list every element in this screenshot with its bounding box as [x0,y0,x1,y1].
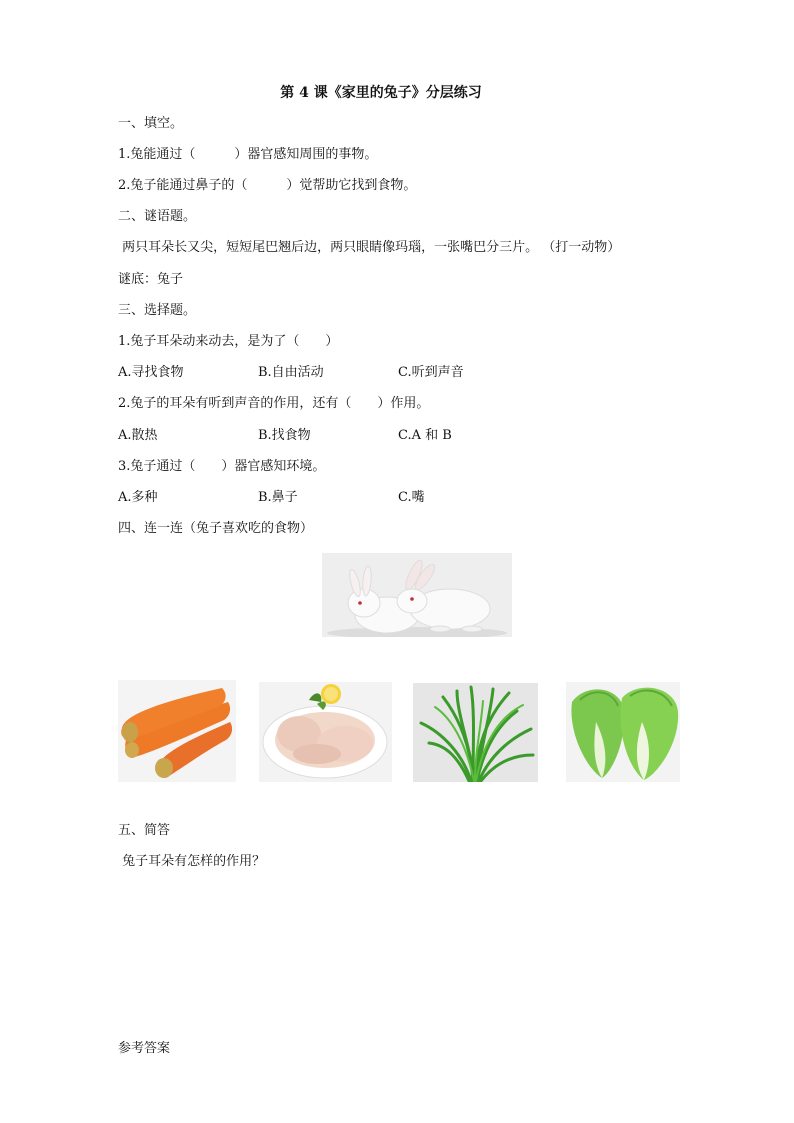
riddle-text: 两只耳朵长又尖，短短尾巴翘后边，两只眼睛像玛瑙，一张嘴巴分三片。 （打一动物） [118,240,621,255]
option-b: B.自由活动 [258,365,324,380]
question-text: 1.兔子耳朵动来动去，是为了（ ） [118,334,339,349]
option-a: A.散热 [118,428,158,443]
page-title: 第 4 课《家里的兔子》分层练习 [280,85,482,101]
option-b: B.鼻子 [258,490,298,505]
section-heading-choice: 三、选择题。 [118,303,197,318]
reference-answer-heading: 参考答案 [118,1041,171,1056]
option-b: B.找食物 [258,428,311,443]
question-text: 3.兔子通过（ ）器官感知环境。 [118,459,326,474]
question-text: 2.兔子的耳朵有听到声音的作用，还有（ ）作用。 [118,396,430,411]
section-heading-matching: 四、连一连（兔子喜欢吃的食物） [118,521,314,536]
option-a: A.多种 [118,490,158,505]
option-c: C.听到声音 [398,365,464,380]
section-heading-fill-blank: 一、填空。 [118,116,184,131]
question-text: 2.兔子能通过鼻子的（ ）觉帮助它找到食物。 [118,178,417,193]
chicken-photo [259,682,392,782]
riddle-answer: 谜底：兔子 [118,272,184,287]
question-text: 1.兔能通过（ ）器官感知周围的事物。 [118,147,378,162]
rabbits-photo [322,553,512,637]
option-a: A.寻找食物 [118,365,184,380]
option-c: C.嘴 [398,490,425,505]
section-heading-riddle: 二、谜语题。 [118,209,197,224]
option-c: C.A 和 B [398,428,452,443]
carrot-photo [118,680,236,782]
section-heading-short-answer: 五、简答 [118,823,171,838]
grass-photo [413,683,538,782]
question-text: 兔子耳朵有怎样的作用？ [118,854,266,869]
cabbage-photo [566,682,680,782]
